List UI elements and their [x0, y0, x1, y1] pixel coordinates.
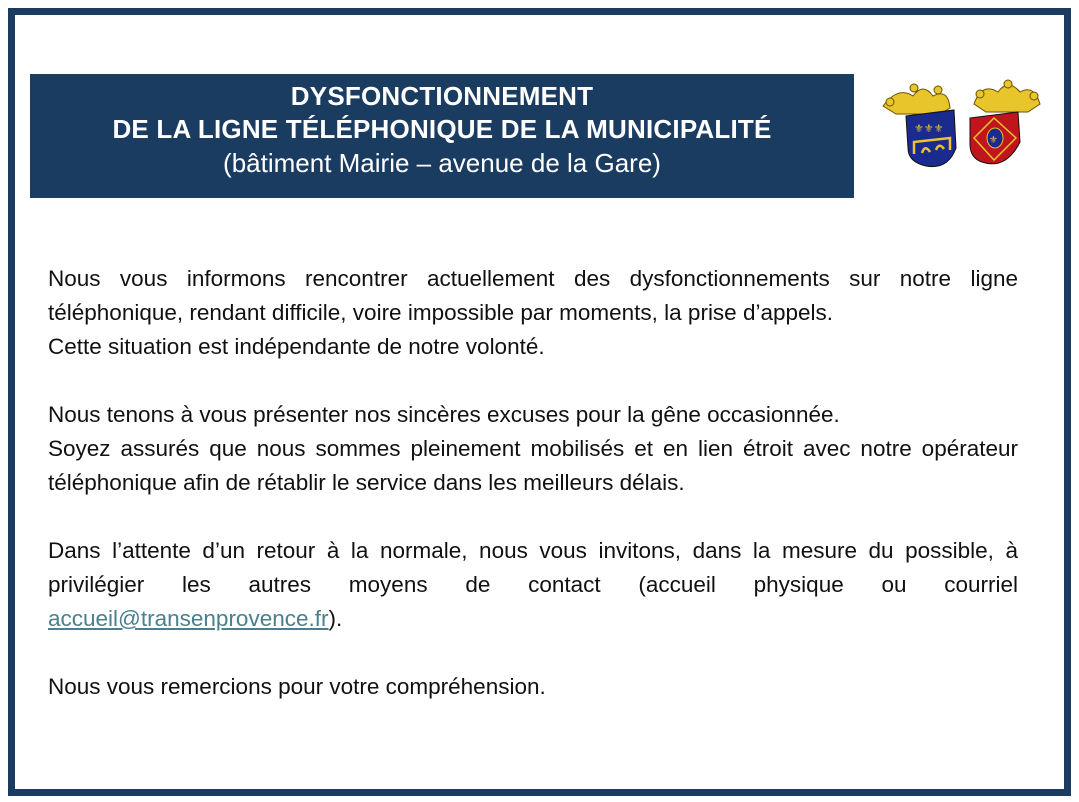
- svg-text:⚜: ⚜: [989, 135, 998, 146]
- paragraph-alternatives: [48, 534, 1018, 636]
- paragraph-not-our-fault: Cette situation est indépendante de notre volonté.: [48, 334, 545, 359]
- alternatives-closing: ).: [328, 606, 343, 631]
- coat-of-arms-icon: [878, 78, 1048, 173]
- municipal-crests: [878, 78, 1048, 173]
- email-link[interactable]: accueil@transenprovence.fr: [48, 606, 329, 631]
- header-title: DYSFONCTIONNEMENT: [290, 81, 594, 111]
- header-location: (bâtiment Mairie – avenue de la Gare): [223, 148, 661, 178]
- header-subtitle: DE LA LIGNE TÉLÉPHONIQUE DE LA MUNICIPALITÉ: [112, 114, 772, 144]
- paragraph-apology: Nous tenons à vous présenter nos sincères excuses pour la gêne occasionnée.: [48, 402, 840, 427]
- alternatives-text: Dans l’attente d’un retour à la normale, nous vous invitons, dans la mesure du possible, à privilégier les autres moyens de contact (accueil physique ou courriel: [48, 538, 1018, 597]
- notice-header: [30, 74, 854, 198]
- paragraph-thanks: Nous vous remercions pour votre compréhension.: [48, 674, 546, 699]
- svg-text:⚜⚜⚜: ⚜⚜⚜: [914, 122, 944, 135]
- paragraph-mobilized: Soyez assurés que nous sommes pleinement mobilisés et en lien étroit avec notre opérateur téléphonique afin de rétablir le service dans les meilleurs délais.: [48, 436, 1018, 495]
- paragraph-malfunction: Nous vous informons rencontrer actuellement des dysfonctionnements sur notre ligne téléphonique, rendant difficile, voire impossible par moments, la prise d’appels.: [48, 266, 1018, 325]
- notice-body: [48, 262, 1018, 704]
